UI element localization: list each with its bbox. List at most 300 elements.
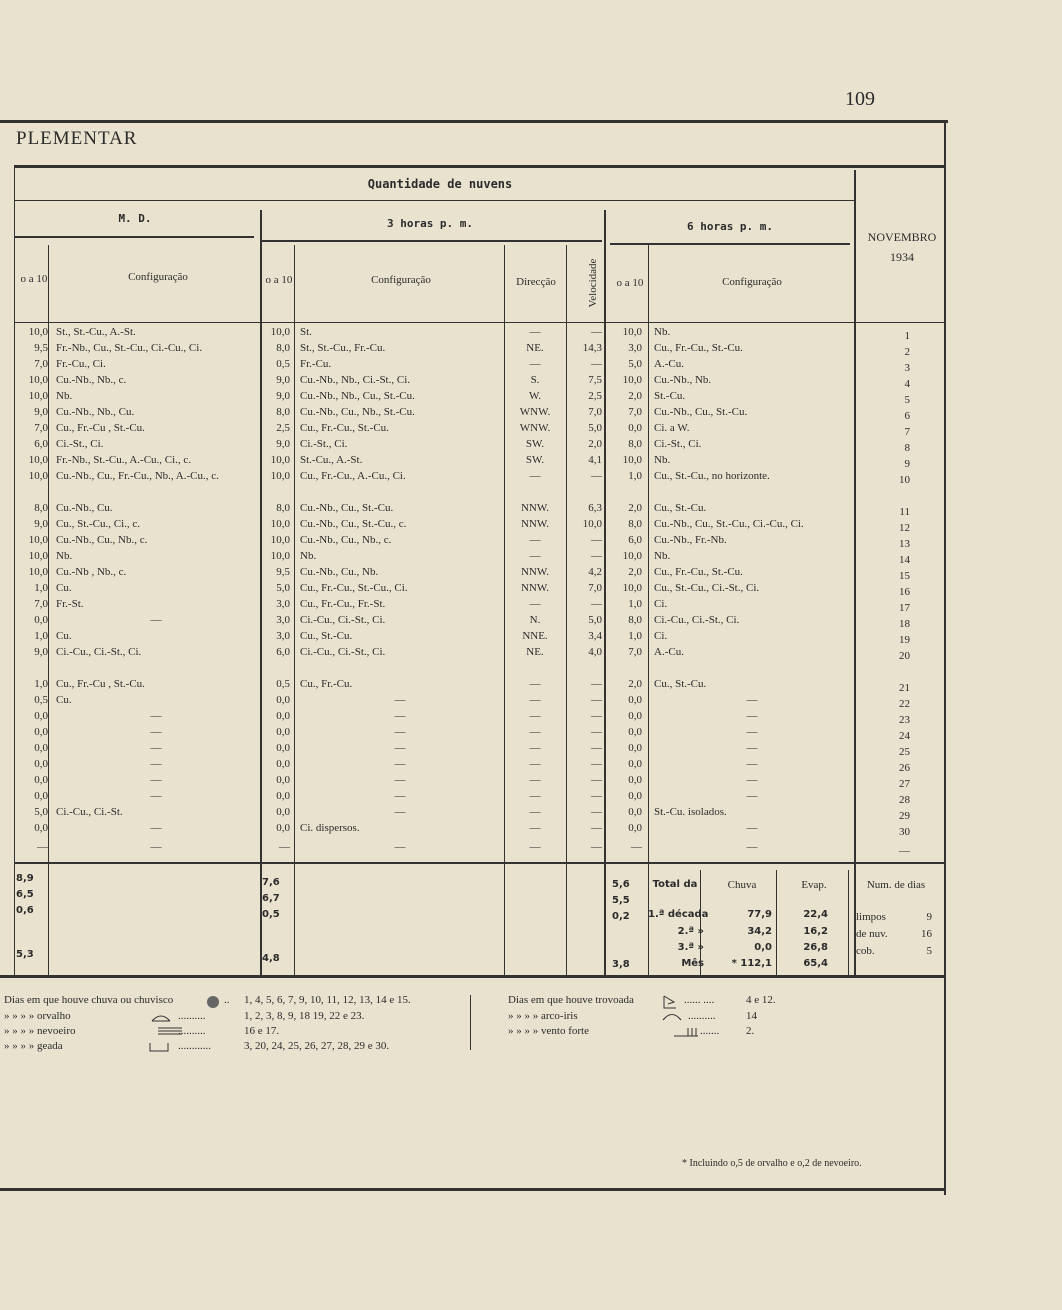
p6-config: Cu.-Nb., Fr.-Nb.: [654, 534, 727, 546]
legend-label: Dias em que houve chuva ou chuvisco: [4, 994, 174, 1006]
p6-config: Nb.: [654, 326, 671, 338]
p3-cover: 2,5: [276, 422, 290, 434]
p3-config: Cu., Fr.-Cu., St.-Cu., Ci.: [300, 582, 408, 594]
p6-config: Cu., St.-Cu.: [654, 678, 707, 690]
md-rule: [14, 236, 254, 238]
md-cover: 0,0: [34, 774, 48, 786]
md-cover: 10,0: [28, 374, 48, 386]
day-number: 27: [899, 778, 910, 790]
chuva-value: 77,9: [747, 909, 772, 920]
p6-config: —: [746, 742, 758, 754]
p3-config: Ci. dispersos.: [300, 822, 360, 834]
evap-value: 26,8: [803, 942, 828, 953]
day-number: 21: [899, 682, 910, 694]
p3-cover: 8,0: [276, 342, 290, 354]
velocity: 5,0: [588, 614, 602, 626]
p3-config: —: [394, 742, 406, 754]
period-label: 2.ª »: [677, 926, 704, 937]
day-number: 26: [899, 762, 910, 774]
p3-cover: 0,0: [276, 694, 290, 706]
header-3pm: 3 horas p. m.: [386, 217, 474, 230]
num-dias-category: limpos: [856, 911, 886, 923]
p3-cover: 9,0: [276, 438, 290, 450]
p6-config: Cu., Fr.-Cu., St.-Cu.: [654, 342, 743, 354]
md-cover: 0,0: [34, 742, 48, 754]
md-config: Cu.-Nb., Cu.: [56, 502, 113, 514]
md-cover: 7,0: [34, 422, 48, 434]
p3-cover: 10,0: [270, 518, 290, 530]
velocity: —: [591, 726, 602, 738]
direction: —: [529, 598, 541, 610]
p3-cover: 10,0: [270, 534, 290, 546]
p6-config: A.-Cu.: [654, 358, 684, 370]
md-config: —: [150, 742, 162, 754]
direction: SW.: [525, 438, 545, 450]
num-dias-category: cob.: [856, 945, 875, 957]
p6-config: Nb.: [654, 454, 671, 466]
md-config: Fr.-Cu., Ci.: [56, 358, 106, 370]
p3-config: —: [394, 694, 406, 706]
md-config: Cu.: [56, 630, 72, 642]
period-label: 1.ª década: [648, 909, 709, 920]
direction: —: [529, 470, 541, 482]
md-config: Fr.-Nb., St.-Cu., A.-Cu., Ci., c.: [56, 454, 192, 466]
rainbow-icon: [662, 1011, 682, 1024]
p6-cover: 0,0: [628, 726, 642, 738]
md-config: —: [150, 774, 162, 786]
day-number: 7: [904, 426, 910, 438]
velocity: —: [591, 806, 602, 818]
legend-value: 1, 2, 3, 8, 9, 18 19, 22 e 23.: [244, 1010, 365, 1022]
md-config: Nb.: [56, 390, 73, 402]
legend-dots: ..........: [178, 1010, 206, 1022]
direction: —: [529, 774, 541, 786]
md-config: —: [150, 710, 162, 722]
p6-cover: 7,0: [628, 646, 642, 658]
wind-icon: [674, 1026, 698, 1041]
md-config: Ci.-Cu., Ci.-St., Ci.: [56, 646, 142, 658]
md-summary-value: 6,5: [16, 889, 34, 900]
evap-label: Evap.: [801, 879, 827, 891]
direction: W.: [528, 390, 542, 402]
p3-config: Ci.-Cu., Ci.-St., Ci.: [300, 614, 386, 626]
p3-config: Nb.: [300, 550, 317, 562]
p3-config-header: Configuração: [371, 274, 431, 286]
md-cover: 0,0: [34, 822, 48, 834]
day-number: 1: [904, 330, 910, 342]
p6-cover: 0,0: [628, 758, 642, 770]
p3-cover: 0,0: [276, 710, 290, 722]
direction: NNW.: [520, 582, 549, 594]
p6-config: Cu.-Nb., Cu., St.-Cu., Ci.-Cu., Ci.: [654, 518, 804, 530]
md-config: Cu.: [56, 582, 72, 594]
p3-cover: 9,0: [276, 374, 290, 386]
day-number: 8: [904, 442, 910, 454]
dew-icon: [150, 1011, 172, 1026]
velocity: 2,5: [588, 390, 602, 402]
num-dias-value: 9: [926, 911, 932, 923]
p3-cover: 5,0: [276, 582, 290, 594]
velocity: —: [591, 470, 602, 482]
p6-config: —: [746, 822, 758, 834]
p3-config: —: [394, 774, 406, 786]
md-cover: 5,0: [34, 806, 48, 818]
p3-cover: 10,0: [270, 454, 290, 466]
velocity: 4,1: [588, 454, 602, 466]
direction: NE.: [526, 646, 544, 658]
p6-summary-value: 3,8: [612, 959, 630, 970]
direction: WNW.: [519, 422, 551, 434]
summary-top-rule: [14, 862, 944, 864]
md-config: Cu.-Nb , Nb., c.: [56, 566, 127, 578]
p6-config: Cu.-Nb., Nb.: [654, 374, 712, 386]
velocidade-header: Velocidade: [587, 258, 599, 308]
md-config: Cu.-Nb., Cu., Fr.-Cu., Nb., A.-Cu., c.: [56, 470, 219, 482]
p3-summary-value: 6,7: [262, 893, 280, 904]
num-dias-label: Num. de dias: [866, 879, 926, 891]
p6-oa10-header: o a 10: [616, 277, 644, 289]
p6-config: Cu., St.-Cu., no horizonte.: [654, 470, 770, 482]
p6-cover: 0,0: [628, 422, 642, 434]
md-config: St., St.-Cu., A.-St.: [56, 326, 136, 338]
chuva-label: Chuva: [727, 879, 757, 891]
day-number: 23: [899, 714, 910, 726]
md-cover: 10,0: [28, 566, 48, 578]
md-cover: 0,0: [34, 614, 48, 626]
md-config: —: [150, 726, 162, 738]
md-cover: 1,0: [34, 678, 48, 690]
direction: NNE.: [522, 630, 548, 642]
day-number: 24: [899, 730, 910, 742]
velocity: 2,0: [588, 438, 602, 450]
p3-cover: 3,0: [276, 598, 290, 610]
velocity: —: [591, 822, 602, 834]
md-summary-value: 5,3: [16, 949, 34, 960]
velocity: 6,3: [588, 502, 602, 514]
md-cover: 1,0: [34, 630, 48, 642]
p3-config: Cu.-Nb., Cu., St.-Cu.: [300, 502, 394, 514]
p6-config: Cu., St.-Cu.: [654, 502, 707, 514]
velocity: —: [591, 774, 602, 786]
day-number: 10: [899, 474, 910, 486]
p3-cover: 0,0: [276, 758, 290, 770]
p6-summary-value: 0,2: [612, 911, 630, 922]
velocity: —: [591, 742, 602, 754]
legend-label: Dias em que houve trovoada: [508, 994, 634, 1006]
direction: —: [529, 326, 541, 338]
p3-config: Ci.-Cu., Ci.-St., Ci.: [300, 646, 386, 658]
velocity: 4,2: [588, 566, 602, 578]
p6-summary-value: 5,6: [612, 879, 630, 890]
day-number: 25: [899, 746, 910, 758]
md-cover: 9,0: [34, 406, 48, 418]
md-cover: 1,0: [34, 582, 48, 594]
direccao-header: Direcção: [516, 276, 556, 288]
day-number: 5: [904, 394, 910, 406]
md-config: Fr.-St.: [56, 598, 84, 610]
sum-col-line: [848, 870, 849, 975]
day-number: —: [899, 845, 910, 857]
table-top-rule: [14, 165, 944, 168]
sum-col-line: [776, 870, 777, 975]
num-dias-value: 16: [921, 928, 932, 940]
direction: —: [529, 550, 541, 562]
p3-config: Cu., Fr.-Cu., St.-Cu.: [300, 422, 389, 434]
p6-cover: 10,0: [622, 326, 642, 338]
p6-cover: 7,0: [628, 406, 642, 418]
legend-dots: ...... ....: [684, 994, 715, 1006]
direction: —: [529, 841, 541, 853]
velocity: 10,0: [582, 518, 602, 530]
velocity: —: [591, 598, 602, 610]
header-month: NOVEMBRO: [867, 230, 937, 244]
p3-config: Cu.-Nb., Cu., Nb., c.: [300, 534, 392, 546]
header-main: Quantidade de nuvens: [367, 177, 513, 191]
p6-cover: 0,0: [628, 790, 642, 802]
p6-config: —: [746, 694, 758, 706]
period-label: 3.ª »: [677, 942, 704, 953]
direction: NNW.: [520, 566, 549, 578]
p3-cover: 6,0: [276, 646, 290, 658]
legend-dots: .......: [700, 1025, 720, 1037]
header-md: M. D.: [118, 212, 152, 225]
p3-cover: —: [279, 841, 290, 853]
md-cover: 10,0: [28, 550, 48, 562]
legend-value: 4 e 12.: [746, 994, 776, 1006]
md-config: Cu., St.-Cu., Ci., c.: [56, 518, 141, 530]
p6-cover: 1,0: [628, 598, 642, 610]
footnote: * Incluindo o,5 de orvalho e o,2 de nevoeiro.: [682, 1158, 862, 1169]
p6-config: Ci.-St., Ci.: [654, 438, 702, 450]
md-config: Cu.-Nb., Nb., c.: [56, 374, 127, 386]
velocity: —: [591, 694, 602, 706]
velocity: —: [591, 358, 602, 370]
velocity: 7,0: [588, 582, 602, 594]
p6-cover: 2,0: [628, 678, 642, 690]
day-number: 30: [899, 826, 910, 838]
md-cover: —: [37, 841, 48, 853]
md-config: —: [150, 758, 162, 770]
p6-cover: 10,0: [622, 374, 642, 386]
p6-summary-value: 5,5: [612, 895, 630, 906]
p6-cover: 0,0: [628, 694, 642, 706]
day-number: 9: [904, 458, 910, 470]
p6-config-header: Configuração: [722, 276, 782, 288]
header-year: 1934: [890, 250, 914, 264]
direction: —: [529, 822, 541, 834]
p6-cover: 8,0: [628, 518, 642, 530]
legend-value: 2.: [746, 1025, 755, 1037]
p6-config: —: [746, 841, 758, 853]
evap-value: 65,4: [803, 958, 828, 969]
velocity: —: [591, 758, 602, 770]
p3-cover: 0,0: [276, 726, 290, 738]
p6-rule: [610, 243, 850, 245]
md-cover: 0,5: [34, 694, 48, 706]
day-number: 3: [904, 362, 910, 374]
velocity: 5,0: [588, 422, 602, 434]
p6-cover: 3,0: [628, 342, 642, 354]
p6-cover: 10,0: [622, 582, 642, 594]
p3-rule: [262, 240, 602, 242]
velocity: —: [591, 550, 602, 562]
legend-label: » » » » arco-iris: [508, 1010, 578, 1022]
day-number: 17: [899, 602, 910, 614]
md-config: Fr.-Nb., Cu., St.-Cu., Ci.-Cu., Ci.: [56, 342, 203, 354]
p3-cover: 10,0: [270, 326, 290, 338]
p3-oa10-header: o a 10: [265, 274, 293, 286]
p6-cover: 0,0: [628, 774, 642, 786]
md-config: Cu.-Nb., Nb., Cu.: [56, 406, 135, 418]
p6-cover: 8,0: [628, 438, 642, 450]
header-6pm: 6 horas p. m.: [686, 220, 774, 233]
day-number: 22: [899, 698, 910, 710]
legend-value: 14: [746, 1010, 757, 1022]
p3-cover: 9,5: [276, 566, 290, 578]
bottom-rule: [0, 1188, 946, 1191]
p3-config: Cu., Fr.-Cu.: [300, 678, 353, 690]
p6-cover: —: [631, 841, 642, 853]
p3-cover: 0,0: [276, 822, 290, 834]
summary-bottom-rule: [0, 975, 944, 978]
p6-config: Ci.: [654, 598, 668, 610]
md-cover: 8,0: [34, 502, 48, 514]
chuva-value: 34,2: [747, 926, 772, 937]
md-cover: 6,0: [34, 438, 48, 450]
total-label: Total da: [652, 879, 698, 890]
velocity: 7,0: [588, 406, 602, 418]
direction: S.: [530, 374, 540, 386]
p6-cover: 0,0: [628, 806, 642, 818]
md-config: —: [150, 614, 162, 626]
day-number: 16: [899, 586, 910, 598]
p6-cover: 2,0: [628, 502, 642, 514]
md-cover: 0,0: [34, 710, 48, 722]
day-number: 18: [899, 618, 910, 630]
right-rule: [944, 120, 946, 1195]
md-config: Ci.-St., Ci.: [56, 438, 104, 450]
col-line: [504, 245, 505, 975]
velocity: —: [591, 710, 602, 722]
direction: NNW.: [520, 502, 549, 514]
md-oa10-header: o a 10: [20, 273, 48, 285]
md-cover: 7,0: [34, 358, 48, 370]
direction: N.: [529, 614, 541, 626]
direction: —: [529, 806, 541, 818]
period-label: Mês: [681, 958, 704, 969]
md-cover: 0,0: [34, 758, 48, 770]
num-dias-category: de nuv.: [856, 928, 888, 940]
p3-cover: 0,0: [276, 742, 290, 754]
col-line: [48, 245, 49, 975]
day-number: 28: [899, 794, 910, 806]
p3-config: —: [394, 806, 406, 818]
p3-cover: 8,0: [276, 502, 290, 514]
top-rule: [0, 120, 948, 123]
day-number: 2: [904, 346, 910, 358]
p3-config: St., St.-Cu., Fr.-Cu.: [300, 342, 386, 354]
md-config: Cu.-Nb., Cu., Nb., c.: [56, 534, 148, 546]
page-number: 109: [845, 88, 875, 110]
md-config: Cu.: [56, 694, 72, 706]
p3-cover: 3,0: [276, 630, 290, 642]
legend-divider: [470, 995, 471, 1050]
p6-cover: 6,0: [628, 534, 642, 546]
direction: —: [529, 726, 541, 738]
md-config: —: [150, 790, 162, 802]
p3-cover: 10,0: [270, 470, 290, 482]
day-number: 14: [899, 554, 910, 566]
day-number: 12: [899, 522, 910, 534]
md-cover: 9,0: [34, 518, 48, 530]
velocity: 4,0: [588, 646, 602, 658]
p3-config: Cu., Fr.-Cu., A.-Cu., Ci.: [300, 470, 406, 482]
evap-value: 16,2: [803, 926, 828, 937]
md-cover: 9,5: [34, 342, 48, 354]
p3-config: St.-Cu., A.-St.: [300, 454, 363, 466]
md-cover: 10,0: [28, 534, 48, 546]
p3-config: —: [394, 726, 406, 738]
p6-cover: 5,0: [628, 358, 642, 370]
num-dias-value: 5: [926, 945, 932, 957]
legend-value: 1, 4, 5, 6, 7, 9, 10, 11, 12, 13, 14 e 15.: [244, 994, 411, 1006]
p6-config: Ci.: [654, 630, 668, 642]
legend-label: » » » » geada: [4, 1040, 63, 1052]
p3-config: Cu.-Nb., Nb., Ci.-St., Ci.: [300, 374, 411, 386]
day-number: 13: [899, 538, 910, 550]
p6-config: St.-Cu.: [654, 390, 686, 402]
col-line: [648, 245, 649, 975]
p6-cover: 0,0: [628, 742, 642, 754]
md-cover: 9,0: [34, 646, 48, 658]
legend-dots: ..: [224, 994, 230, 1006]
md-summary-value: 0,6: [16, 905, 34, 916]
velocity: —: [591, 534, 602, 546]
p3-cover: 8,0: [276, 406, 290, 418]
velocity: —: [591, 326, 602, 338]
p3-config: Cu.-Nb., Cu., St.-Cu., c.: [300, 518, 407, 530]
legend-dots: ..........: [178, 1025, 206, 1037]
p3-config: Cu., St.-Cu.: [300, 630, 353, 642]
p3-cover: 3,0: [276, 614, 290, 626]
velocity: 7,5: [588, 374, 602, 386]
direction: —: [529, 710, 541, 722]
p6-cover: 10,0: [622, 454, 642, 466]
md-config-header: Configuração: [128, 271, 188, 283]
p3-cover: 0,5: [276, 358, 290, 370]
p3-config: Cu.-Nb., Nb., Cu., St.-Cu.: [300, 390, 415, 402]
direction: NNW.: [520, 518, 549, 530]
md-cover: 10,0: [28, 454, 48, 466]
md-config: —: [150, 841, 162, 853]
day-number: 15: [899, 570, 910, 582]
direction: —: [529, 790, 541, 802]
p6-config: A.-Cu.: [654, 646, 684, 658]
velocity: —: [591, 841, 602, 853]
p3-config: —: [394, 710, 406, 722]
p6-cover: 2,0: [628, 566, 642, 578]
p6-config: Ci. a W.: [654, 422, 690, 434]
md-config: Cu., Fr.-Cu , St.-Cu.: [56, 678, 145, 690]
p3-cover: 9,0: [276, 390, 290, 402]
day-number: 20: [899, 650, 910, 662]
p3-cover: 10,0: [270, 550, 290, 562]
day-number: 11: [899, 506, 910, 518]
legend-value: 16 e 17.: [244, 1025, 280, 1037]
p6-config: —: [746, 758, 758, 770]
md-cover: 0,0: [34, 726, 48, 738]
direction: —: [529, 534, 541, 546]
